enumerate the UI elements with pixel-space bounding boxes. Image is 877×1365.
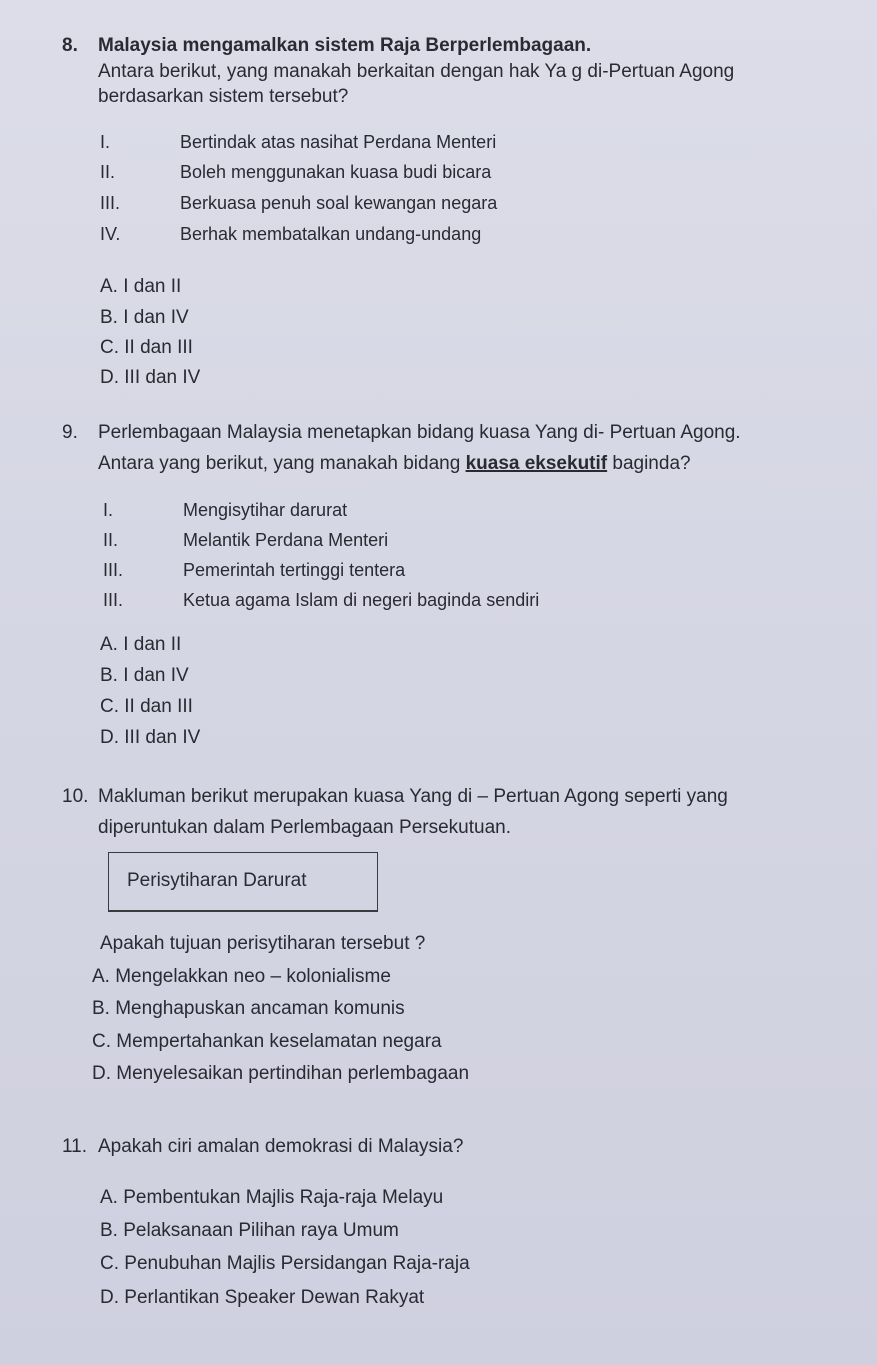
question-8-option-c[interactable]: C. II dan III <box>100 337 193 358</box>
info-box <box>108 852 378 912</box>
statement-number: II. <box>103 530 119 550</box>
question-11-option-c[interactable]: C. Penubuhan Majlis Persidangan Raja-raja <box>100 1253 470 1274</box>
info-box-text: Perisytiharan Darurat <box>127 870 307 891</box>
question-10-line-1: Makluman berikut merupakan kuasa Yang di – Pertuan Agong seperti yang <box>98 786 728 807</box>
statement-text: Boleh menggunakan kuasa budi bicara <box>180 162 492 182</box>
statement-number: I. <box>100 132 111 152</box>
statement-text: Pemerintah tertinggi tentera <box>183 560 406 580</box>
question-9-line-2-start: Antara yang berikut, yang manakah bidang <box>98 453 466 474</box>
question-8-statement-3 <box>100 193 700 217</box>
question-8-line-2: Antara berikut, yang manakah berkaitan dengan hak Ya g di-Pertuan Agong <box>98 61 735 82</box>
question-11-option-a[interactable]: A. Pembentukan Majlis Raja-raja Melayu <box>100 1187 444 1208</box>
statement-number: II. <box>100 162 116 182</box>
question-10-prompt: Apakah tujuan perisytiharan tersebut ? <box>100 933 426 954</box>
question-9-option-c[interactable]: C. II dan III <box>100 696 193 717</box>
question-10-option-b[interactable]: B. Menghapuskan ancaman komunis <box>92 998 405 1019</box>
question-10-option-a[interactable]: A. Mengelakkan neo – kolonialisme <box>92 966 391 987</box>
question-9-line-2-end: baginda? <box>607 453 691 474</box>
question-11-option-b[interactable]: B. Pelaksanaan Pilihan raya Umum <box>100 1220 399 1241</box>
question-10-number: 10. <box>62 786 89 807</box>
statement-text: Mengisytihar darurat <box>183 500 348 520</box>
question-8-statement-2 <box>100 162 700 186</box>
statement-number: IV. <box>100 224 121 244</box>
statement-number: III. <box>103 590 124 610</box>
question-8-statement-4 <box>100 224 700 248</box>
question-9-statement-2 <box>103 530 703 554</box>
question-8-option-b[interactable]: B. I dan IV <box>100 307 189 328</box>
question-9-number: 9. <box>62 422 78 443</box>
statement-number: III. <box>100 193 121 213</box>
question-11-line-1: Apakah ciri amalan demokrasi di Malaysia? <box>98 1136 464 1157</box>
question-8-line-3: berdasarkan sistem tersebut? <box>98 86 349 107</box>
question-9-keyword: kuasa eksekutif <box>465 453 608 474</box>
question-8-statement-1 <box>100 132 700 156</box>
question-9-statement-4 <box>103 590 703 614</box>
statement-text: Melantik Perdana Menteri <box>183 530 389 550</box>
question-8-option-d[interactable]: D. III dan IV <box>100 367 201 388</box>
question-9-option-d[interactable]: D. III dan IV <box>100 727 201 748</box>
question-11-number: 11. <box>62 1136 88 1157</box>
question-10-option-c[interactable]: C. Mempertahankan keselamatan negara <box>92 1031 442 1052</box>
statement-text: Ketua agama Islam di negeri baginda sendiri <box>183 590 540 610</box>
question-9-statement-1 <box>103 500 703 524</box>
question-8-line-1: Malaysia mengamalkan sistem Raja Berperlembagaan. <box>98 35 592 56</box>
question-9-option-b[interactable]: B. I dan IV <box>100 665 189 686</box>
question-10-option-d[interactable]: D. Menyelesaikan pertindihan perlembagaan <box>92 1063 470 1084</box>
statement-number: III. <box>103 560 124 580</box>
question-9-statement-3 <box>103 560 703 584</box>
question-10-line-2: diperuntukan dalam Perlembagaan Persekutuan. <box>98 817 511 838</box>
question-11-option-d[interactable]: D. Perlantikan Speaker Dewan Rakyat <box>100 1287 425 1308</box>
question-9-option-a[interactable]: A. I dan II <box>100 634 182 655</box>
statement-text: Berhak membatalkan undang-undang <box>180 224 482 244</box>
statement-text: Bertindak atas nasihat Perdana Menteri <box>180 132 497 152</box>
question-9-line-2 <box>98 452 691 476</box>
question-9-line-1: Perlembagaan Malaysia menetapkan bidang kuasa Yang di- Pertuan Agong. <box>98 422 741 443</box>
question-8-option-a[interactable]: A. I dan II <box>100 276 182 297</box>
question-8-number: 8. <box>62 35 78 56</box>
statement-number: I. <box>103 500 114 520</box>
statement-text: Berkuasa penuh soal kewangan negara <box>180 193 498 213</box>
